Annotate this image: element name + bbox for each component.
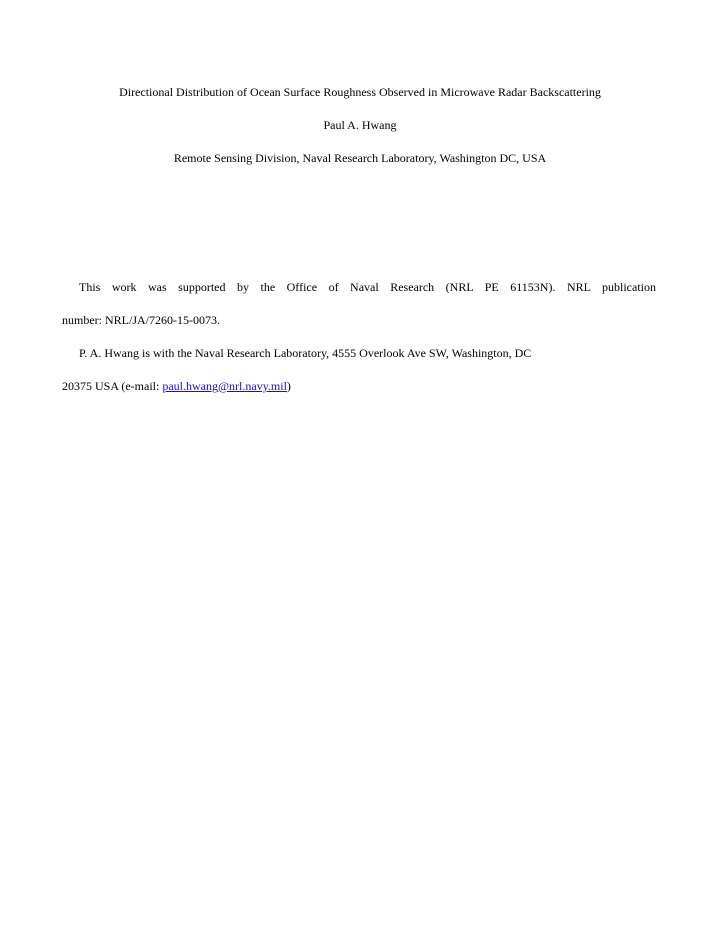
funding-note-line-1: This work was supported by the Office of Naval Research (NRL PE 61153N). NRL publication	[79, 280, 656, 294]
funding-note-line-2: number: NRL/JA/7260-15-0073.	[62, 313, 220, 327]
paper-title: Directional Distribution of Ocean Surface Roughness Observed in Microwave Radar Backscattering	[119, 85, 601, 99]
address-suffix: )	[286, 379, 291, 393]
address-prefix: 20375 USA (e-mail:	[62, 379, 163, 393]
email-link[interactable]: paul.hwang@nrl.navy.mil	[162, 379, 287, 393]
author-affiliation: Remote Sensing Division, Naval Research Laboratory, Washington DC, USA	[173, 151, 547, 165]
author-name: Paul A. Hwang	[323, 118, 397, 132]
address-note-line-1: P. A. Hwang is with the Naval Research Laboratory, 4555 Overlook Ave SW, Washington, DC	[79, 346, 532, 360]
address-note-line-2	[62, 379, 656, 393]
